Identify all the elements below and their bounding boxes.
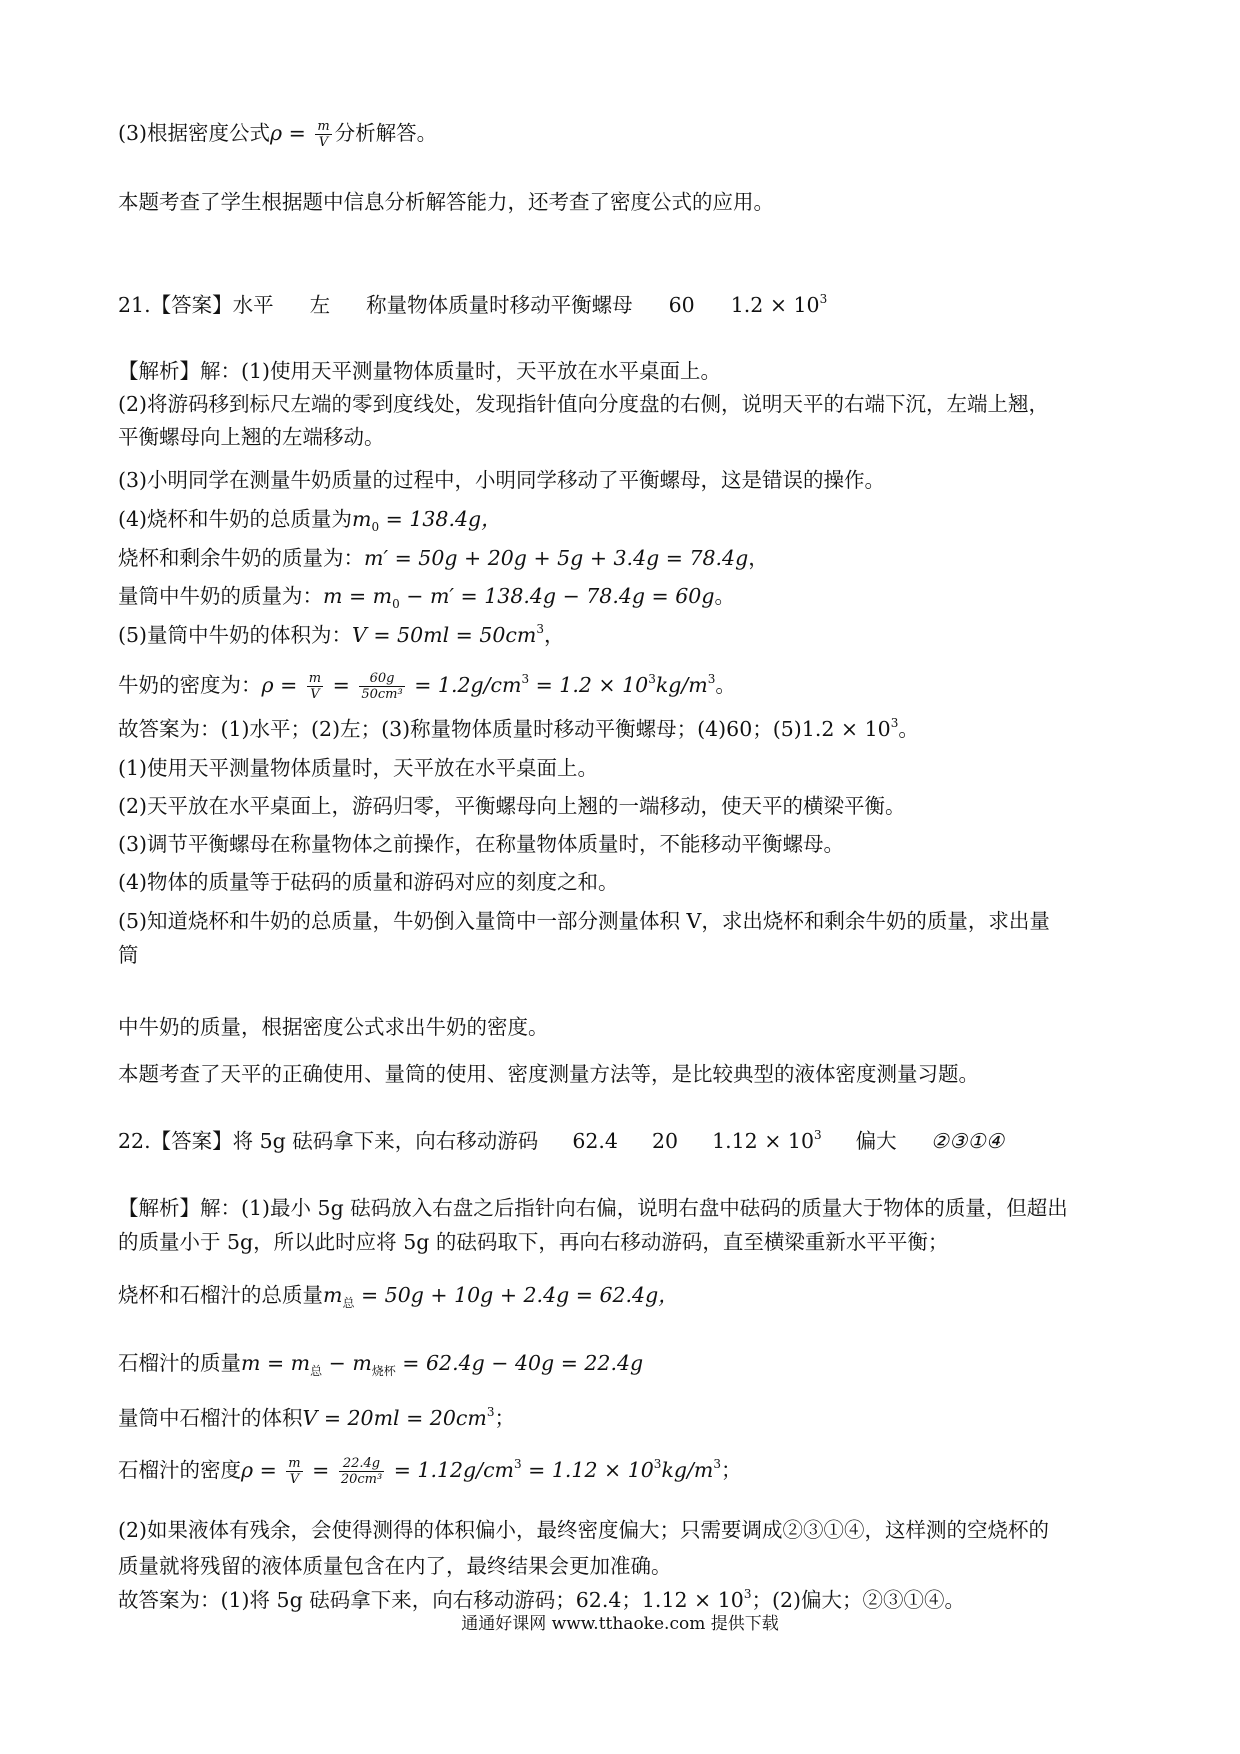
text-line [118, 1403, 515, 1433]
text-segment: ， [544, 623, 565, 647]
fraction [307, 671, 323, 702]
math-expression: = 62.4g − 40g = 22.4g [395, 1351, 644, 1375]
text-line [118, 1280, 679, 1310]
text-line: (3)小明同学在测量牛奶质量的过程中，小明同学移动了平衡螺母，这是错误的操作。 [118, 468, 886, 492]
answer-tag: 【答案】 [150, 1129, 233, 1153]
subscript: 烧杯 [371, 1364, 396, 1378]
text-segment: (4)烧杯和牛奶的总质量为 [118, 507, 353, 531]
fraction-denominator: 50cm³ [361, 687, 403, 702]
text-segment: 量筒中石榴汁的体积 [118, 1406, 303, 1430]
text-segment: 烧杯和石榴汁的总质量 [118, 1283, 323, 1307]
text-segment: 故答案为：(1)水平；(2)左；(3)称量物体质量时移动平衡螺母；(4)60；(5) [118, 717, 802, 741]
math-expression: = 1.2 × 10 [529, 673, 649, 697]
text-line: (2)天平放在水平桌面上，游码归零，平衡螺母向上翘的一端移动，使天平的横梁平衡。 [118, 794, 906, 818]
answer-blank-4: 1.12 × 10 [712, 1129, 815, 1153]
text-segment: 量筒中牛奶的质量为： [118, 584, 323, 608]
text-line: 筒 [118, 943, 139, 967]
subscript: 0 [371, 520, 380, 534]
fraction-denominator: 20cm³ [340, 1472, 383, 1487]
math-expression: V = 20ml = 20cm [302, 1406, 487, 1430]
answer-blank-2: 62.4 [572, 1129, 618, 1153]
fraction-denominator: V [310, 687, 320, 702]
text-line: 【解析】解：(1)使用天平测量物体质量时，天平放在水平桌面上。 [118, 359, 722, 383]
math-expression: − m [322, 1351, 372, 1375]
math-expression: = 1.12 × 10 [521, 1458, 654, 1482]
text-line: 本题考查了学生根据题中信息分析解答能力，还考查了密度公式的应用。 [118, 190, 774, 214]
fraction-denominator: V [289, 1472, 300, 1487]
math-expression: = 138.4g， [379, 507, 502, 531]
fraction-numerator: m [288, 1456, 301, 1471]
math-expression: = 1.2g/cm [407, 673, 522, 697]
subscript: 0 [392, 597, 400, 611]
math-expression: − m′ = 138.4g − 78.4g = 60g [399, 584, 715, 608]
text-segment: ； [494, 1406, 515, 1430]
text-segment: ；(2)偏大；②③①④。 [751, 1588, 966, 1612]
text-segment: 石榴汁的密度 [118, 1458, 241, 1482]
answer-line-22 [118, 1126, 1004, 1156]
subscript: 总 [310, 1364, 323, 1378]
exponent: 3 [814, 1128, 822, 1142]
text-segment: 烧杯和剩余牛奶的质量为： [118, 546, 364, 570]
math-symbol: m [323, 1283, 343, 1307]
math-expression: m′ = 50g + 20g + 5g + 3.4g = 78.4g [364, 546, 749, 570]
answer-tag: 【答案】 [150, 293, 233, 317]
text-line [118, 620, 565, 650]
fraction [359, 671, 404, 702]
subscript: 总 [342, 1296, 355, 1310]
answer-blank-5: 1.2 × 10 [730, 293, 820, 317]
answer-blank-5: 偏大 [855, 1129, 897, 1153]
text-line [118, 581, 735, 611]
text-line [118, 1585, 965, 1615]
answer-blank-1: 将 5g 砝码拿下来，向右移动游码 [232, 1129, 539, 1153]
answer-blank-3: 称量物体质量时移动平衡螺母 [366, 293, 633, 317]
text-line: 平衡螺母向上翘的左端移动。 [118, 425, 385, 449]
answer-blank-1: 水平 [232, 293, 274, 317]
exponent: 3 [713, 1457, 721, 1471]
math-expression: kg/m [661, 1458, 714, 1482]
fraction [286, 1456, 302, 1487]
text-line [118, 1348, 643, 1378]
text-segment: (3)根据密度公式 [118, 121, 271, 145]
question-number: 21. [118, 293, 151, 317]
text-segment: (5)量筒中牛奶的体积为： [118, 623, 353, 647]
exponent: 3 [890, 716, 899, 730]
exponent: 3 [536, 622, 544, 636]
exponent: 3 [653, 1457, 662, 1471]
text-segment: ， [748, 546, 769, 570]
text-line: 【解析】解：(1)最小 5g 砝码放入右盘之后指针向右偏，说明右盘中砝码的质量大于物体的质量，但超出 [118, 1196, 1068, 1220]
page-footer: 通通好课网 www.tthaoke.com 提供下载 [461, 1614, 779, 1634]
math-symbol: ρ [270, 121, 283, 145]
fraction [315, 119, 331, 150]
answer-blank-3: 20 [651, 1129, 679, 1153]
text-line: (2)如果液体有残余，会使得测得的体积偏小，最终密度偏大；只需要调成②③①④，这样测的空烧杯的 [118, 1518, 1050, 1542]
question-number: 22. [118, 1129, 151, 1153]
math-expression: kg/m [655, 673, 708, 697]
text-line [118, 1455, 741, 1487]
text-line [118, 504, 502, 534]
math-expression: 1.2 × 10 [801, 717, 891, 741]
text-segment: 。 [715, 673, 736, 697]
math-operator: = [282, 121, 313, 145]
exponent: 3 [514, 1457, 522, 1471]
answer-blank-2: 左 [309, 293, 331, 317]
math-operator: = [305, 1458, 336, 1482]
math-expression: ρ = [261, 673, 304, 697]
text-line: (5)知道烧杯和牛奶的总质量，牛奶倒入量筒中一部分测量体积 V，求出烧杯和剩余牛奶的质量，求出量 [118, 909, 1050, 933]
fraction-numerator: m [317, 119, 330, 134]
text-line [118, 118, 437, 150]
exponent: 3 [521, 672, 530, 686]
fraction-numerator: 22.4g [339, 1456, 384, 1472]
text-line: 质量就将残留的液体质量包含在内了，最终结果会更加准确。 [118, 1554, 672, 1578]
math-expression: ρ = [241, 1458, 284, 1482]
exponent: 3 [648, 672, 656, 686]
text-line: 的质量小于 5g，所以此时应将 5g 的砝码取下，再向右移动游码，直至横梁重新水平平衡； [118, 1230, 949, 1254]
exponent: 3 [819, 292, 828, 306]
math-expression: 1.12 × 10 [641, 1588, 744, 1612]
exponent: 3 [743, 1587, 752, 1601]
text-segment: 牛奶的密度为： [118, 673, 262, 697]
exponent: 3 [486, 1405, 495, 1419]
math-expression: m = m [241, 1351, 311, 1375]
fraction-denominator: V [318, 135, 329, 150]
text-line: (2)将游码移到标尺左端的零到度线处，发现指针值向分度盘的右侧，说明天平的右端下沉，左端上翘， [118, 392, 1050, 416]
math-expression: m = m [323, 584, 393, 608]
answer-blank-4: 60 [668, 293, 695, 317]
text-segment: 。 [714, 584, 735, 608]
text-segment: ； [720, 1458, 742, 1482]
exponent: 3 [707, 672, 716, 686]
answer-line-21 [118, 290, 827, 320]
text-line [118, 670, 736, 702]
text-line: (3)调节平衡螺母在称量物体之前操作，在称量物体质量时，不能移动平衡螺母。 [118, 832, 845, 856]
text-line: (1)使用天平测量物体质量时，天平放在水平桌面上。 [118, 756, 599, 780]
math-operator: = [326, 673, 357, 697]
text-segment: 故答案为：(1)将 5g 砝码拿下来，向右移动游码；62.4； [118, 1588, 642, 1612]
text-line: 中牛奶的质量，根据密度公式求出牛奶的密度。 [118, 1015, 549, 1039]
math-expression: V = 50ml = 50cm [352, 623, 537, 647]
text-line: 本题考查了天平的正确使用、量筒的使用、密度测量方法等，是比较典型的液体密度测量习题。 [118, 1062, 979, 1086]
fraction-numerator: 60g [359, 671, 404, 687]
text-segment: 分析解答。 [334, 121, 438, 145]
text-line [118, 543, 769, 573]
text-line [118, 714, 919, 744]
text-segment: 。 [898, 717, 919, 741]
math-symbol: m [352, 507, 372, 531]
math-expression: = 1.12g/cm [387, 1458, 514, 1482]
math-expression: = 50g + 10g + 2.4g = 62.4g， [354, 1283, 679, 1307]
answer-blank-6: ②③①④ [930, 1129, 1005, 1153]
text-line: (4)物体的质量等于砝码的质量和游码对应的刻度之和。 [118, 870, 619, 894]
fraction-numerator: m [308, 671, 322, 686]
fraction [339, 1456, 384, 1487]
text-segment: 石榴汁的质量 [118, 1351, 241, 1375]
